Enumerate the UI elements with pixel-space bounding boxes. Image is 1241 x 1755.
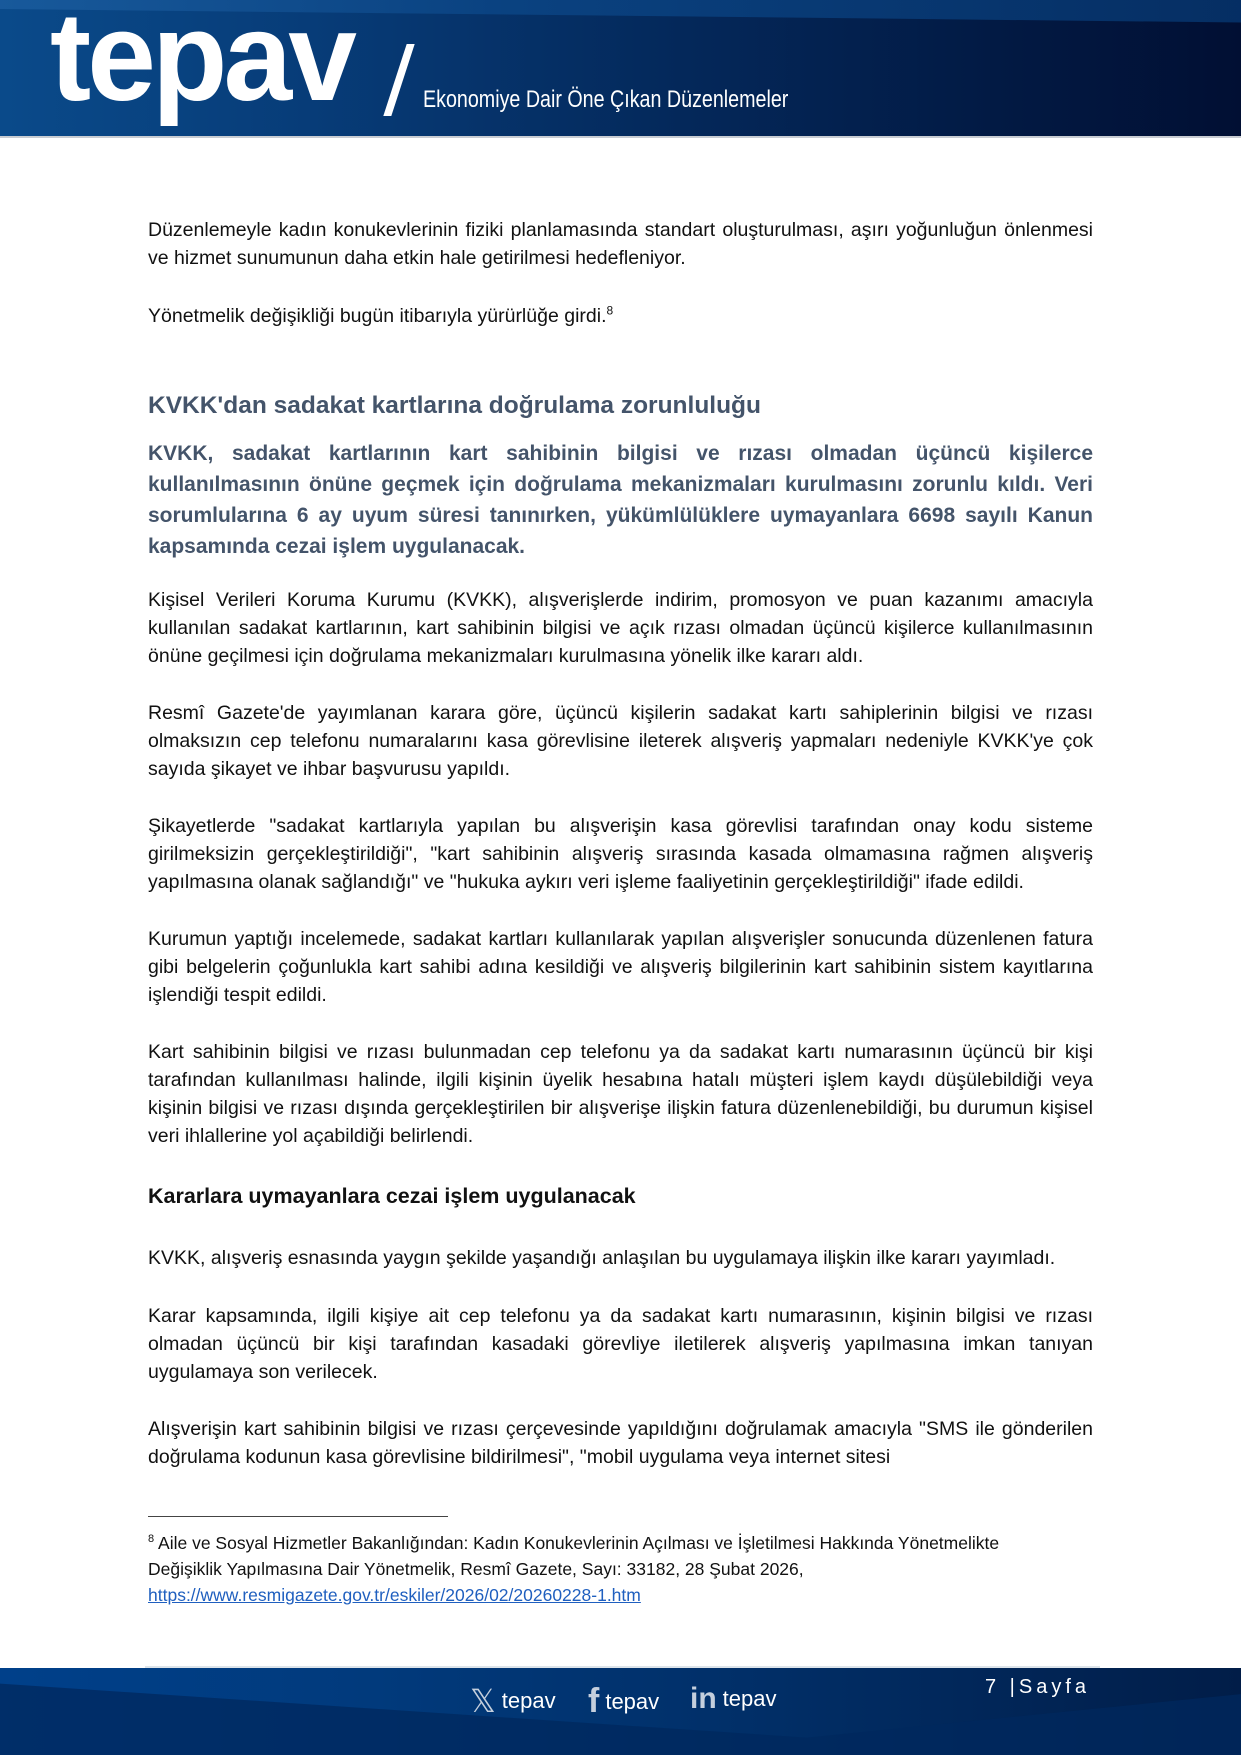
footnote-number: 8 <box>148 1533 155 1546</box>
footer-banner <box>0 1668 1241 1755</box>
x-handle: tepav <box>501 1688 556 1713</box>
body-paragraph: Karar kapsamında, ilgili kişiye ait cep telefonu ya da sadakat kartı numarasının, kişinin bilgisi ve rızası olmadan üçüncü bir kişi tarafından kasadaki görevliye iletilerek alışveriş yapılmasına imkan tanıyan uygulamaya son verilecek. <box>148 1305 1093 1383</box>
facebook-icon: f <box>588 1682 600 1720</box>
body-paragraph: Alışverişin kart sahibinin bilgisi ve rızası çerçevesinde yapıldığını doğrulamak amacıyla "SMS ile gönderilen doğrulama kodunun kasa görevlisine bildirilmesi", "mobil uygulama veya internet sitesi <box>148 1418 1093 1468</box>
header-subtitle: Ekonomiye Dair Öne Çıkan Düzenlemeler <box>423 86 789 113</box>
body-paragraph: KVKK, alışveriş esnasında yaygın şekilde yaşandığı anlaşılan bu uygulamaya ilişkin ilke kararı yayımladı. <box>148 1247 1056 1269</box>
social-linkedin[interactable] <box>690 1682 777 1716</box>
x-icon: 𝕏 <box>470 1683 496 1719</box>
intro-paragraph: Düzenlemeyle kadın konukevlerinin fiziki planlamasında standart oluşturulması, aşırı yoğunluğun önlenmesi ve hizmet sunumunun daha etkin hale getirilmesi hedefleniyor. <box>148 219 1093 269</box>
footnote-divider <box>148 1516 448 1517</box>
body-paragraph: Kurumun yaptığı incelemede, sadakat kartları kullanılarak yapılan alışverişler sonucunda düzenlenen fatura gibi belgelerin çoğunlukla kart sahibi adına kesildiği ve alışveriş bilgilerinin kart sahibinin sistem kayıtlarına işlendiği tespit edildi. <box>148 928 1093 1006</box>
linkedin-icon: in <box>690 1682 717 1715</box>
footnote-link[interactable]: https://www.resmigazete.gov.tr/eskiler/2026/02/20260228-1.htm <box>148 1585 641 1605</box>
subheading: Kararlara uymayanlara cezai işlem uygulanacak <box>148 1184 636 1208</box>
footnote-text: Aile ve Sosyal Hizmetler Bakanlığından: Kadın Konukevlerinin Açılması ve İşletilmesi Hakkında Yönetmelikte Değişiklik Yapılmasına Dair Yönetmelik, Resmî Gazete, Sayı: 33182, 28 Şubat 2026, <box>148 1533 1000 1579</box>
footnote <box>148 1530 1028 1608</box>
social-facebook[interactable] <box>588 1682 659 1721</box>
body-paragraph: Resmî Gazete'de yayımlanan karara göre, üçüncü kişilerin sadakat kartı sahiplerinin bilgisi ve rızası olmaksızın cep telefonu numaralarını kasa görevlisine ileterek alışveriş yapmaları nedeniyle KVKK'ye çok sayıda şikayet ve ihbar başvurusu yapıldı. <box>148 702 1093 780</box>
effective-text: Yönetmelik değişikliği bugün itibarıyla yürürlüğe girdi. <box>148 305 607 327</box>
header-banner <box>0 0 1241 138</box>
page-number: 7 |Sayfa <box>985 1676 1091 1698</box>
section-title: KVKK'dan sadakat kartlarına doğrulama zorunluluğu <box>148 392 761 419</box>
linkedin-handle: tepav <box>722 1686 777 1711</box>
facebook-handle: tepav <box>605 1688 660 1714</box>
logo-slash <box>383 44 414 116</box>
intro-paragraph-effective <box>148 302 1093 330</box>
body-paragraph: Kişisel Verileri Koruma Kurumu (KVKK), alışverişlerde indirim, promosyon ve puan kazanımı amacıyla kullanılan sadakat kartlarının, kart sahibinin bilgisi ve açık rızası olmadan üçüncü kişilerce kullanılmasının önüne geçilmesi için doğrulama mekanizmaları kurulmasına yönelik ilke kararı aldı. <box>148 589 1093 667</box>
intro-section <box>148 216 1093 330</box>
body-paragraph: Kart sahibinin bilgisi ve rızası bulunmadan cep telefonu ya da sadakat kartı numarasının üçüncü bir kişi tarafından kullanılması halinde, ilgili kişinin üyelik hesabına hatalı müşteri işlem kaydı düşülebildiği veya kişinin bilgisi ve rızası dışında gerçekleştirilen bir alışverişe ilişkin fatura düzenlenebildiği, bu durumun kişisel veri ihlallerine yol açabildiği belirlendi. <box>148 1041 1093 1147</box>
footnote-ref[interactable]: 8 <box>606 303 614 318</box>
tepav-logo: tepav <box>50 0 353 127</box>
social-x[interactable] <box>470 1682 556 1720</box>
section-lead: KVKK, sadakat kartlarının kart sahibinin bilgisi ve rızası olmadan üçüncü kişilerce kullanılmasının önüne geçmek için doğrulama mekanizmaları kurulmasını zorunlu kıldı. Veri sorumlularına 6 ay uyum süresi tanınırken, yükümlülüklere uymayanlara 6698 sayılı Kanun kapsamında cezai işlem uygulanacak. <box>148 442 1093 558</box>
body-paragraph: Şikayetlerde "sadakat kartlarıyla yapılan bu alışverişin kasa görevlisi tarafından onay kodu sisteme girilmeksizin gerçekleştirildiği", "kart sahibinin alışveriş sırasında kasada olmamasına rağmen alışveriş yapılmasına olanak sağlandığı" ve "hukuka aykırı veri işleme faaliyetinin gerçekleştirildiği" ifade edildi. <box>148 815 1093 893</box>
